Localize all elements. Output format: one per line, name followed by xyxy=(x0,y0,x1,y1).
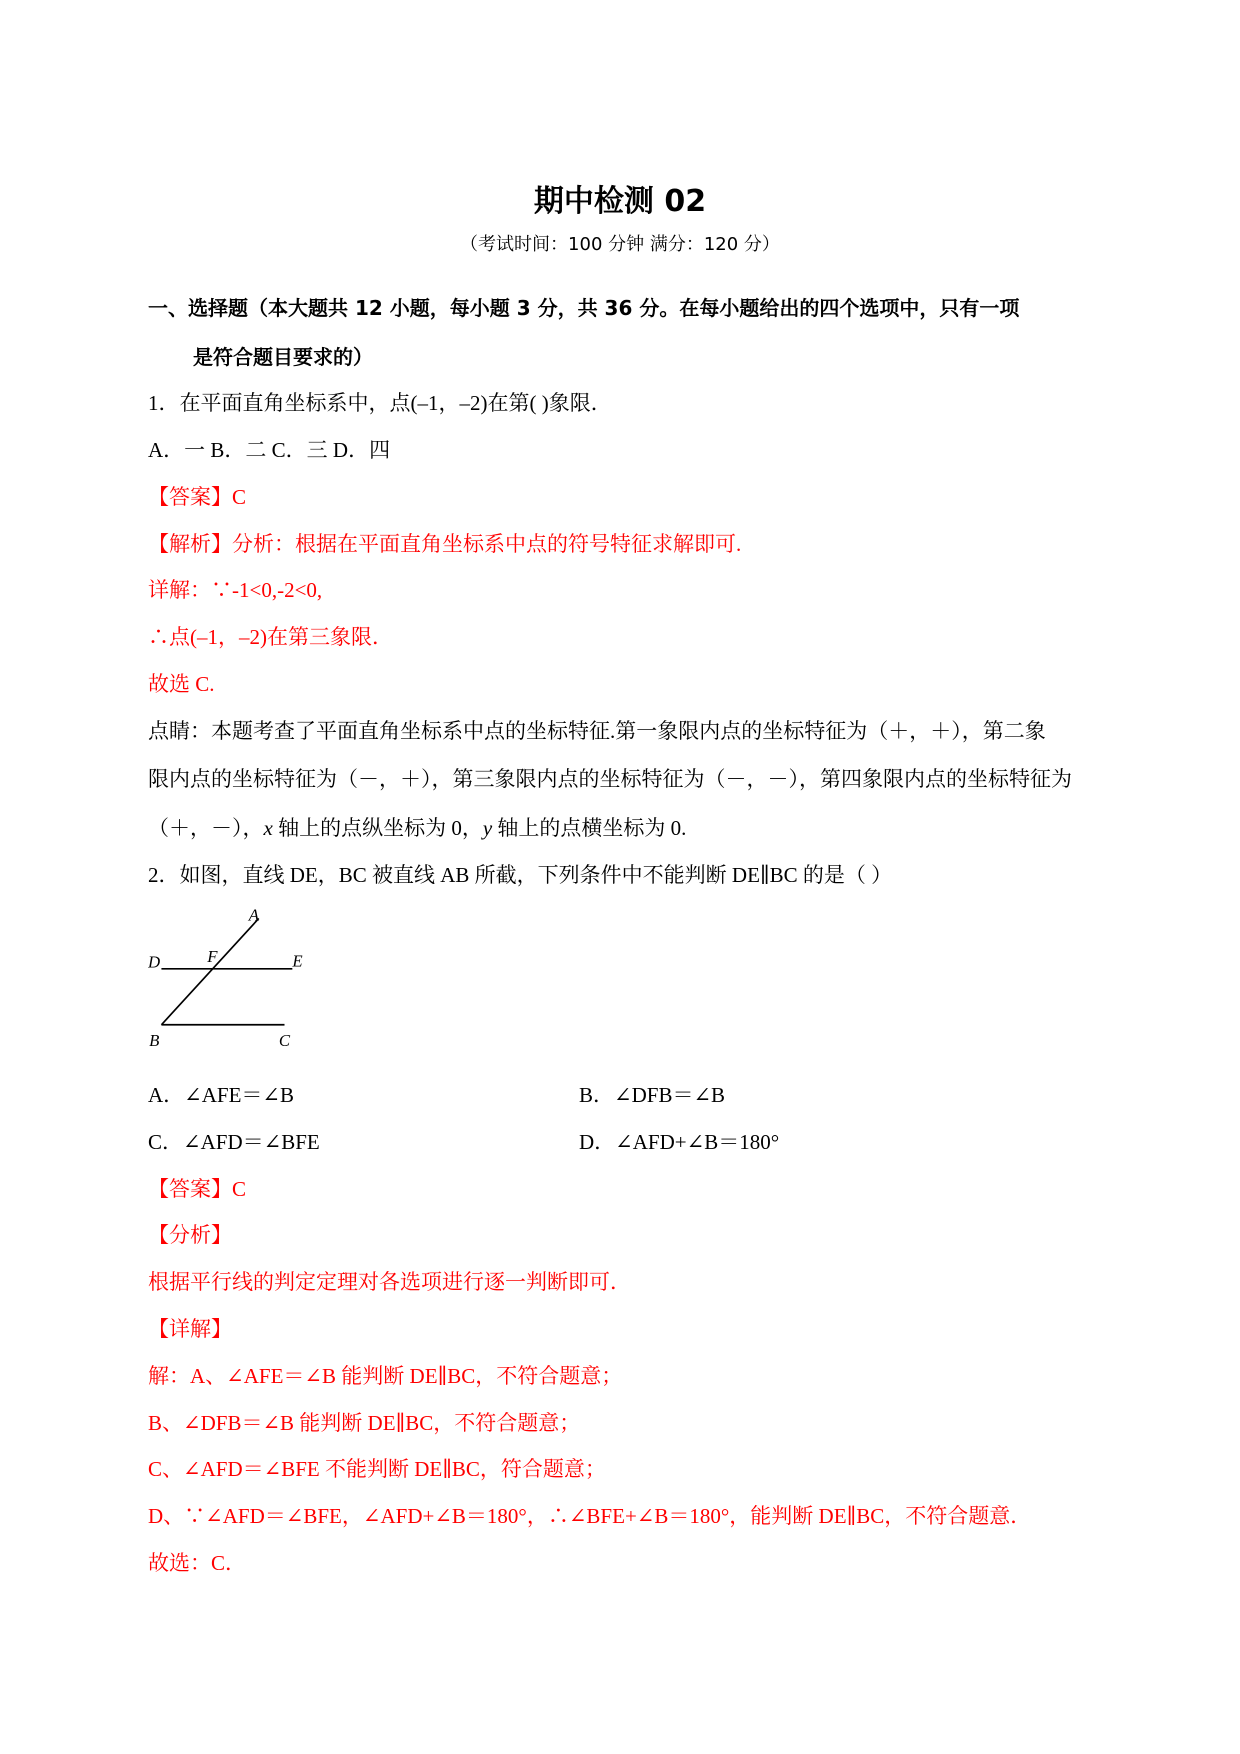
q2-choose: 故选：C． xyxy=(148,1551,247,1575)
q1-note-1: 点睛：本题考查了平面直角坐标系中点的坐标特征.第一象限内点的坐标特征为（＋，＋），第二象 xyxy=(148,719,1046,743)
y-var: y xyxy=(482,816,493,840)
note-part: 轴上的点横坐标为 0. xyxy=(492,816,687,840)
q2-analysis-head: 【分析】 xyxy=(148,1223,232,1247)
q2-stem: 2．如图，直线 DE，BC 被直线 AB 所截，下列条件中不能判断 DE∥BC 的是（ ） xyxy=(148,863,893,887)
label-d: D xyxy=(148,952,161,972)
label-e: E xyxy=(292,951,303,971)
q2-option-c: C．∠AFD＝∠BFE xyxy=(148,1130,320,1154)
q2-detail-head: 【详解】 xyxy=(148,1317,232,1341)
q2-option-a: A．∠AFE＝∠B xyxy=(148,1083,295,1107)
q1-detail-2: ∴点(–1，–2)在第三象限． xyxy=(148,625,393,649)
q1-stem: 1．在平面直角坐标系中，点(–1，–2)在第( )象限． xyxy=(148,391,612,415)
q2-detail-3: C、∠AFD＝∠BFE 不能判断 DE∥BC，符合题意； xyxy=(148,1457,606,1481)
q2-answer: 【答案】C xyxy=(148,1177,247,1201)
parallel-lines-figure xyxy=(148,905,308,1055)
label-a: A xyxy=(248,905,259,925)
note-part: 轴上的点纵坐标为 0， xyxy=(272,816,483,840)
section-heading: 一、选择题（本大题共 12 小题，每小题 3 分，共 36 分。在每小题给出的四个选项中，只有一项 xyxy=(148,296,1020,320)
q2-detail-4: D、∵∠AFD＝∠BFE，∠AFD+∠B＝180°，∴∠BFE+∠B＝180°，能判断 DE∥BC，不符合题意． xyxy=(148,1504,1032,1528)
q1-analysis: 【解析】分析：根据在平面直角坐标系中点的符号特征求解即可. xyxy=(148,532,742,556)
q2-option-b: B．∠DFB＝∠B xyxy=(579,1083,726,1107)
q1-answer: 【答案】C xyxy=(148,485,247,509)
q2-analysis: 根据平行线的判定定理对各选项进行逐一判断即可． xyxy=(148,1270,631,1294)
q2-detail-1: 解：A、∠AFE＝∠B 能判断 DE∥BC，不符合题意； xyxy=(148,1364,623,1388)
q1-choose: 故选 C. xyxy=(148,672,215,696)
q1-options: A．一 B．二 C．三 D．四 xyxy=(148,438,391,462)
label-f: F xyxy=(207,947,218,967)
q2-option-d: D．∠AFD+∠B＝180° xyxy=(579,1130,780,1154)
q1-note-3 xyxy=(148,814,686,842)
q1-note-2: 限内点的坐标特征为（－，＋），第三象限内点的坐标特征为（－，－），第四象限内点的坐标特征为 xyxy=(148,767,1072,791)
exam-info: （考试时间：100 分钟 满分：120 分） xyxy=(460,234,780,255)
q2-detail-2: B、∠DFB＝∠B 能判断 DE∥BC，不符合题意； xyxy=(148,1411,581,1435)
line-ab xyxy=(161,918,258,1024)
x-var: x xyxy=(263,816,273,840)
section-heading-cont: 是符合题目要求的） xyxy=(193,345,373,369)
label-b: B xyxy=(149,1031,160,1051)
page-title: 期中检测 02 xyxy=(533,184,707,219)
label-c: C xyxy=(278,1031,291,1051)
q1-detail-1: 详解：∵-1<0,-2<0, xyxy=(148,578,323,602)
note-part: （＋，－）， xyxy=(148,816,264,840)
